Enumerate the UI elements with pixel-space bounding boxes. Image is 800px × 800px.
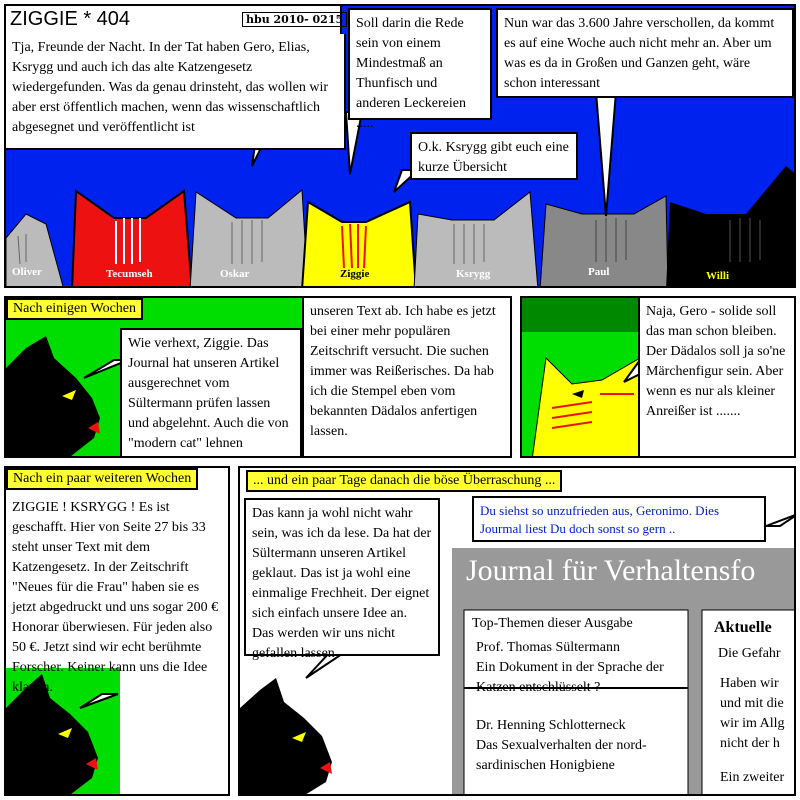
- journal-side-sub: Die Gefahr: [718, 646, 781, 661]
- panel-2: [4, 296, 512, 458]
- cat-label-paul: Paul: [588, 266, 610, 278]
- journal-side-body: Haben wir und mit die wir im Allg nicht der h: [720, 676, 785, 751]
- journal-title: Journal für Verhaltensfo: [466, 554, 756, 587]
- cat-label-tecumseh: Tecumseh: [106, 268, 153, 280]
- panel-4: [4, 466, 230, 796]
- speech-bubble-blue: Du siehst so unzufrieden aus, Geronimo. Dies Jourmal liest Du doch sonst so gern ..: [472, 496, 766, 542]
- comic-credit: hbu 2010- 0215: [242, 12, 347, 27]
- speech-bubble-gero-journal: Wie verhext, Ziggie. Das Journal hat unseren Artikel ausgerechnet vom Sültermann prüfen lassen und abgelehnt. Auch die von "modern cat" lehnen: [120, 328, 302, 458]
- journal-topic1-author: Prof. Thomas Sültermann: [476, 640, 621, 655]
- caption-weitere-wochen: Nach ein paar weiteren Wochen: [6, 468, 198, 490]
- caption-boese-ueberraschung: ... und ein paar Tage danach die böse Überraschung ...: [246, 470, 562, 492]
- cat-label-oliver: Oliver: [12, 266, 42, 278]
- journal-topic2-title: Das Sexualverhalten der nord-sardinischen Honigbiene: [476, 738, 647, 773]
- panel-1: [4, 4, 796, 288]
- cat-label-ksrygg: Ksrygg: [456, 268, 491, 280]
- speech-bubble-geronimo: Das kann ja wohl nicht wahr sein, was ich da lese. Da hat der Sültermann unseren Artikel geklaut. Das ist ja wohl eine einmalige Frechheit. Der eignet sich einfach unsere Idee an. Das werden wir uns nicht gefallen lassen: [244, 498, 440, 656]
- speech-bubble-ziggie-naja: Naja, Gero - solide soll das man schon bleiben. Der Dädalos soll ja so'ne Märchenfigur sein. Aber wenn es nur als kleiner Anreißer ist .......: [638, 298, 796, 458]
- panel-3: [520, 296, 796, 458]
- speech-bubble-gero-popular: unseren Text ab. Ich habe es jetzt bei einer mehr populären Zeitschrift versucht. Die suchen immer was Reißerisches. Da hab ich die Stempel eben vom bekannten Dädalos anfertigen lassen.: [302, 298, 512, 458]
- speech-bubble-gero: Tja, Freunde der Nacht. In der Tat haben Gero, Elias, Ksrygg und auch ich das alte Katzengesetz wiedergefunden. Was da genau drinsteht, das wollen wir aber erst öffentlich machen, wenn das wissenschaftlich abgesegnet und veröffentlicht ist: [6, 34, 346, 150]
- journal-topic1-title: Ein Dokument in der Sprache der Katzen entschlüsselt ?: [476, 660, 664, 695]
- black-cat-geronimo: [240, 678, 332, 796]
- journal-side-footer: Ein zweiter: [720, 770, 785, 785]
- journal-topic2-author: Dr. Henning Schlotterneck: [476, 718, 626, 733]
- journal-side-header: Aktuelle: [714, 619, 772, 636]
- cat-label-ziggie: Ziggie: [340, 268, 370, 280]
- speech-bubble-paul: Nun war das 3.600 Jahre verschollen, da kommt es auf eine Woche auch nicht mehr an. Aber um was es da in Großen und Ganzen geht, wäre schon interessant: [496, 8, 794, 98]
- comic-title: ZIGGIE * 404: [10, 8, 131, 30]
- panel-5: [238, 466, 796, 796]
- speech-bubble-ziggie-2: O.k. Ksrygg gibt euch eine kurze Übersicht: [410, 132, 578, 180]
- caption-nach-einigen-wochen: Nach einigen Wochen: [6, 298, 143, 320]
- cat-label-willi: Willi: [706, 270, 730, 282]
- speech-text-gero-erfolg: ZIGGIE ! KSRYGG ! Es ist geschafft. Hier von Seite 27 bis 33 steht unser Text mit dem Katzengesetz. In der Zeitschrift "Neues für die Frau" haben sie es jetzt abgedruckt und uns sogar 200 € Honorar überwiesen. Für jeden also 50 €. Jetzt sind wir echt berühmte Forscher. Keiner kann uns die Idee klauen.: [12, 500, 219, 695]
- speech-bubble-ziggie-1: Soll darin die Rede sein von einem Mindestmaß an Thunfisch und anderen Leckereien .....: [348, 8, 492, 120]
- journal-topics-header: Top-Themen dieser Ausgabe: [472, 616, 633, 631]
- cat-label-oskar: Oskar: [220, 268, 250, 280]
- title-box: [6, 6, 342, 36]
